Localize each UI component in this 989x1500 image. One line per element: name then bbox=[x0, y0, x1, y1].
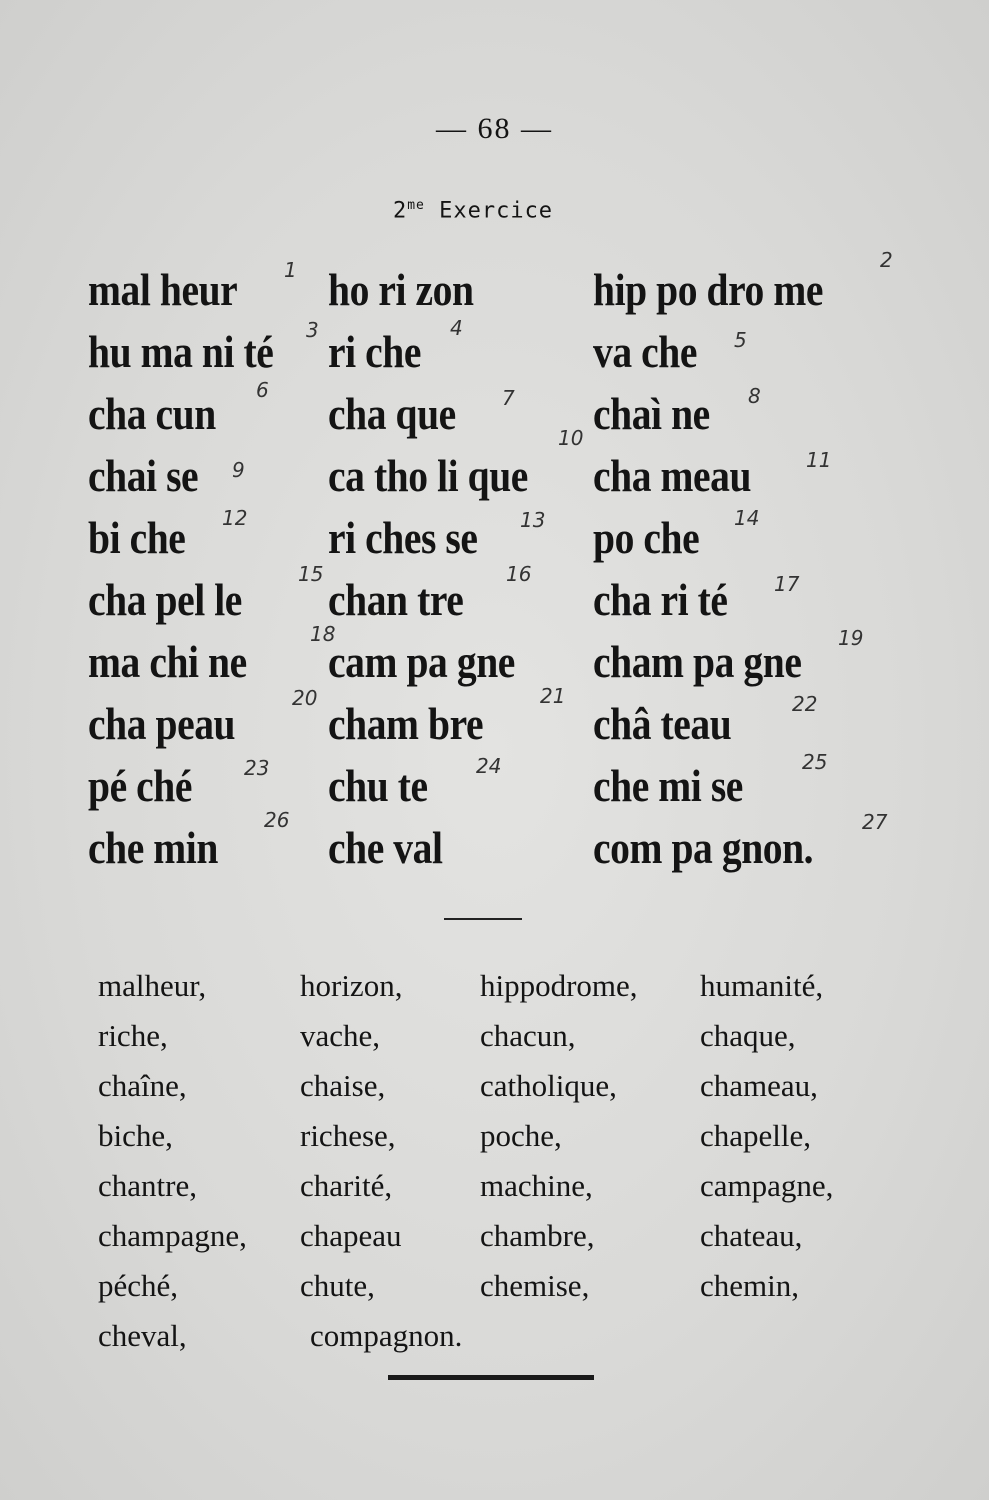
word: champagne, bbox=[98, 1218, 247, 1253]
end-divider bbox=[388, 1375, 594, 1380]
handwritten-number: 3 bbox=[306, 318, 319, 342]
word: chaise, bbox=[300, 1068, 386, 1103]
word: chambre, bbox=[480, 1218, 595, 1253]
handwritten-number: 27 bbox=[862, 810, 888, 834]
handwritten-number: 16 bbox=[506, 562, 532, 586]
word: biche, bbox=[98, 1118, 173, 1153]
syllable-grid bbox=[88, 248, 893, 882]
syllable-word: va che bbox=[593, 326, 697, 377]
syllable-word: ma chi ne bbox=[88, 636, 247, 687]
word-row bbox=[98, 1016, 878, 1066]
word-row bbox=[98, 966, 878, 1016]
word-row bbox=[98, 1066, 878, 1116]
word: chapelle, bbox=[700, 1118, 812, 1153]
handwritten-number: 8 bbox=[748, 384, 761, 408]
handwritten-number: 17 bbox=[774, 572, 800, 596]
handwritten-number: 7 bbox=[502, 386, 515, 410]
handwritten-number: 22 bbox=[792, 692, 818, 716]
syllable-word: mal heur bbox=[88, 264, 238, 315]
syllable-row bbox=[88, 248, 893, 324]
handwritten-number: 15 bbox=[298, 562, 324, 586]
syllable-row bbox=[88, 808, 888, 882]
word: campagne, bbox=[700, 1168, 834, 1203]
word: chaîne, bbox=[98, 1068, 187, 1103]
syllable-word: po che bbox=[593, 512, 700, 563]
word: chaque, bbox=[700, 1018, 796, 1053]
word: chemin, bbox=[700, 1268, 799, 1303]
syllable-word: che min bbox=[88, 822, 218, 873]
syllable-row bbox=[88, 622, 888, 696]
word-row bbox=[98, 1266, 878, 1316]
exercise-number: 2 bbox=[392, 198, 408, 224]
word-row bbox=[98, 1216, 878, 1266]
syllable-row bbox=[88, 378, 888, 448]
syllable-word: chai se bbox=[88, 450, 199, 501]
word: malheur, bbox=[98, 968, 207, 1003]
syllable-row bbox=[88, 316, 888, 386]
handwritten-number: 20 bbox=[292, 686, 318, 710]
syllable-row bbox=[88, 684, 888, 758]
word: compagnon. bbox=[310, 1318, 463, 1353]
word-list bbox=[98, 966, 878, 1366]
handwritten-number: 1 bbox=[284, 258, 297, 282]
word: chantre, bbox=[98, 1168, 197, 1203]
word: chapeau bbox=[300, 1218, 402, 1253]
syllable-row bbox=[88, 562, 888, 634]
handwritten-number: 4 bbox=[450, 316, 463, 340]
handwritten-number: 9 bbox=[232, 458, 245, 482]
syllable-word: ri ches se bbox=[328, 512, 478, 563]
syllable-word: cam pa gne bbox=[328, 636, 515, 687]
word: cheval, bbox=[98, 1318, 187, 1353]
syllable-word: cha pel le bbox=[88, 574, 242, 625]
syllable-word: cha ri té bbox=[593, 574, 728, 625]
syllable-word: ri che bbox=[328, 326, 421, 377]
word: richese, bbox=[300, 1118, 396, 1153]
handwritten-number: 25 bbox=[802, 750, 828, 774]
word: chacun, bbox=[480, 1018, 576, 1053]
handwritten-number: 5 bbox=[734, 328, 747, 352]
word: hippodrome, bbox=[480, 968, 638, 1003]
word: horizon, bbox=[300, 968, 403, 1003]
syllable-word: chaì ne bbox=[593, 388, 710, 439]
syllable-word: cha cun bbox=[88, 388, 216, 439]
syllable-word: chan tre bbox=[328, 574, 464, 625]
handwritten-number: 24 bbox=[476, 754, 502, 778]
word: péché, bbox=[98, 1268, 179, 1303]
syllable-word: cham pa gne bbox=[593, 636, 802, 687]
handwritten-number: 14 bbox=[734, 506, 760, 530]
handwritten-number: 23 bbox=[244, 756, 270, 780]
syllable-word: com pa gnon. bbox=[593, 822, 814, 873]
syllable-row bbox=[88, 506, 888, 572]
word-row bbox=[98, 1116, 878, 1166]
word-row bbox=[98, 1166, 878, 1216]
syllable-word: ca tho li que bbox=[328, 450, 528, 501]
section-divider bbox=[444, 918, 522, 920]
handwritten-number: 19 bbox=[838, 626, 864, 650]
syllable-word: bi che bbox=[88, 512, 186, 563]
syllable-word: ho ri zon bbox=[328, 264, 474, 315]
syllable-word: chu te bbox=[328, 760, 428, 811]
word: chateau, bbox=[700, 1218, 803, 1253]
word: chemise, bbox=[480, 1268, 590, 1303]
syllable-row bbox=[88, 750, 888, 820]
word: machine, bbox=[480, 1168, 593, 1203]
handwritten-number: 2 bbox=[880, 248, 893, 272]
word: humanité, bbox=[700, 968, 824, 1003]
handwritten-number: 18 bbox=[310, 622, 336, 646]
exercise-title bbox=[0, 198, 946, 223]
word: catholique, bbox=[480, 1068, 617, 1103]
word: vache, bbox=[300, 1018, 381, 1053]
syllable-word: cha peau bbox=[88, 698, 236, 749]
handwritten-number: 6 bbox=[256, 378, 269, 402]
syllable-word: che val bbox=[328, 822, 443, 873]
page-number: — 68 — bbox=[436, 112, 553, 145]
word: charité, bbox=[300, 1168, 393, 1203]
syllable-word: cha que bbox=[328, 388, 456, 439]
handwritten-number: 13 bbox=[520, 508, 546, 532]
handwritten-number: 21 bbox=[540, 684, 566, 708]
word: riche, bbox=[98, 1018, 168, 1053]
syllable-word: hu ma ni té bbox=[88, 326, 274, 377]
handwritten-number: 12 bbox=[222, 506, 248, 530]
word: poche, bbox=[480, 1118, 562, 1153]
syllable-word: pé ché bbox=[88, 760, 192, 811]
word: chameau, bbox=[700, 1068, 818, 1103]
handwritten-number: 10 bbox=[558, 426, 584, 450]
exercise-number-suffix: me bbox=[407, 198, 425, 213]
handwritten-number: 11 bbox=[806, 448, 832, 472]
handwritten-number: 26 bbox=[264, 808, 290, 832]
word: chute, bbox=[300, 1268, 375, 1303]
syllable-word: châ teau bbox=[593, 698, 732, 749]
syllable-row bbox=[88, 426, 888, 510]
syllable-word: cham bre bbox=[328, 698, 484, 749]
word-row bbox=[98, 1316, 878, 1366]
syllable-word: hip po dro me bbox=[593, 264, 823, 315]
syllable-word: cha meau bbox=[593, 450, 752, 501]
syllable-word: che mi se bbox=[593, 760, 743, 811]
exercise-label: Exercice bbox=[439, 198, 554, 224]
